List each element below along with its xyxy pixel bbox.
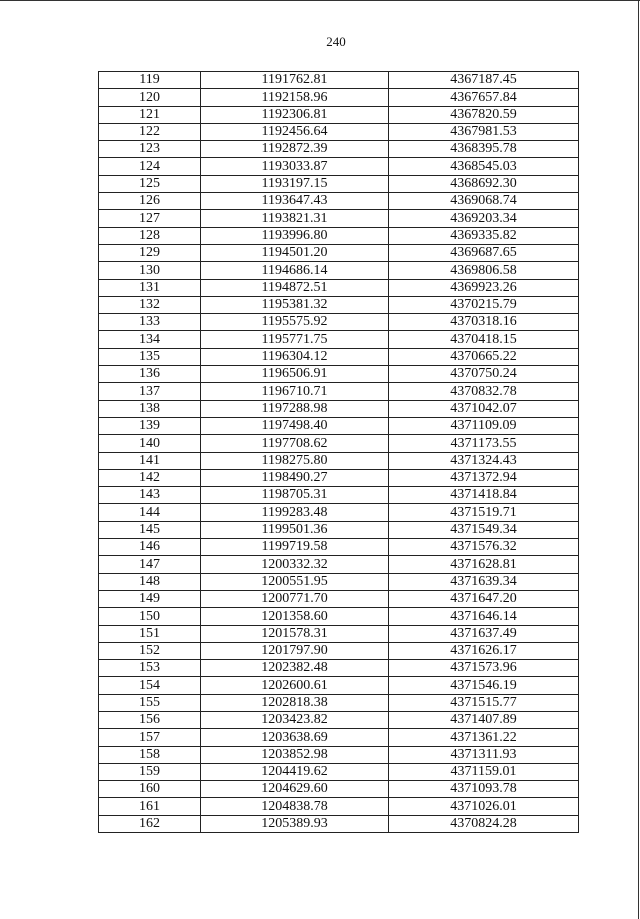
point-number-cell: 145 (99, 521, 201, 538)
y-coordinate-cell: 4369203.34 (389, 210, 579, 227)
point-number-cell: 133 (99, 314, 201, 331)
y-coordinate-cell: 4369335.82 (389, 227, 579, 244)
x-coordinate-cell: 1196710.71 (201, 383, 389, 400)
y-coordinate-cell: 4371646.14 (389, 608, 579, 625)
point-number-cell: 129 (99, 244, 201, 261)
y-coordinate-cell: 4367657.84 (389, 89, 579, 106)
x-coordinate-cell: 1198490.27 (201, 469, 389, 486)
point-number-cell: 161 (99, 798, 201, 815)
point-number-cell: 136 (99, 366, 201, 383)
x-coordinate-cell: 1202818.38 (201, 694, 389, 711)
y-coordinate-cell: 4371042.07 (389, 400, 579, 417)
point-number-cell: 121 (99, 106, 201, 123)
x-coordinate-cell: 1200771.70 (201, 590, 389, 607)
x-coordinate-cell: 1202382.48 (201, 660, 389, 677)
y-coordinate-cell: 4367820.59 (389, 106, 579, 123)
y-coordinate-cell: 4368545.03 (389, 158, 579, 175)
x-coordinate-cell: 1192158.96 (201, 89, 389, 106)
y-coordinate-cell: 4371628.81 (389, 556, 579, 573)
x-coordinate-cell: 1205389.93 (201, 815, 389, 832)
x-coordinate-cell: 1199283.48 (201, 504, 389, 521)
y-coordinate-cell: 4367981.53 (389, 123, 579, 140)
point-number-cell: 152 (99, 642, 201, 659)
x-coordinate-cell: 1193647.43 (201, 193, 389, 210)
x-coordinate-cell: 1201358.60 (201, 608, 389, 625)
table-row (99, 210, 579, 227)
point-number-cell: 131 (99, 279, 201, 296)
x-coordinate-cell: 1198705.31 (201, 487, 389, 504)
table-row (99, 556, 579, 573)
x-coordinate-cell: 1203423.82 (201, 711, 389, 728)
y-coordinate-cell: 4371576.32 (389, 539, 579, 556)
table-row (99, 193, 579, 210)
x-coordinate-cell: 1202600.61 (201, 677, 389, 694)
y-coordinate-cell: 4371159.01 (389, 763, 579, 780)
x-coordinate-cell: 1195381.32 (201, 296, 389, 313)
y-coordinate-cell: 4369068.74 (389, 193, 579, 210)
x-coordinate-cell: 1200551.95 (201, 573, 389, 590)
point-number-cell: 150 (99, 608, 201, 625)
point-number-cell: 143 (99, 487, 201, 504)
point-number-cell: 130 (99, 262, 201, 279)
table-row (99, 763, 579, 780)
y-coordinate-cell: 4371573.96 (389, 660, 579, 677)
table-row (99, 383, 579, 400)
x-coordinate-cell: 1199719.58 (201, 539, 389, 556)
table-row (99, 469, 579, 486)
x-coordinate-cell: 1192306.81 (201, 106, 389, 123)
page-number: 240 (326, 34, 346, 49)
point-number-cell: 149 (99, 590, 201, 607)
point-number-cell: 159 (99, 763, 201, 780)
table-row (99, 314, 579, 331)
point-number-cell: 126 (99, 193, 201, 210)
point-number-cell: 119 (99, 72, 201, 89)
point-number-cell: 137 (99, 383, 201, 400)
page-border-top (0, 0, 640, 1)
x-coordinate-cell: 1194501.20 (201, 244, 389, 261)
x-coordinate-cell: 1204629.60 (201, 781, 389, 798)
table-row (99, 729, 579, 746)
point-number-cell: 141 (99, 452, 201, 469)
x-coordinate-cell: 1198275.80 (201, 452, 389, 469)
x-coordinate-cell: 1193821.31 (201, 210, 389, 227)
point-number-cell: 148 (99, 573, 201, 590)
y-coordinate-cell: 4370824.28 (389, 815, 579, 832)
y-coordinate-cell: 4371515.77 (389, 694, 579, 711)
y-coordinate-cell: 4371637.49 (389, 625, 579, 642)
y-coordinate-cell: 4371361.22 (389, 729, 579, 746)
x-coordinate-cell: 1201578.31 (201, 625, 389, 642)
y-coordinate-cell: 4371026.01 (389, 798, 579, 815)
table-row (99, 435, 579, 452)
point-number-cell: 122 (99, 123, 201, 140)
point-number-cell: 147 (99, 556, 201, 573)
x-coordinate-cell: 1199501.36 (201, 521, 389, 538)
x-coordinate-cell: 1200332.32 (201, 556, 389, 573)
table-row (99, 227, 579, 244)
table-row (99, 487, 579, 504)
y-coordinate-cell: 4370215.79 (389, 296, 579, 313)
point-number-cell: 157 (99, 729, 201, 746)
y-coordinate-cell: 4371093.78 (389, 781, 579, 798)
table-row (99, 331, 579, 348)
point-number-cell: 154 (99, 677, 201, 694)
point-number-cell: 146 (99, 539, 201, 556)
x-coordinate-cell: 1203852.98 (201, 746, 389, 763)
table-row (99, 348, 579, 365)
table-row (99, 504, 579, 521)
table-row (99, 158, 579, 175)
y-coordinate-cell: 4370418.15 (389, 331, 579, 348)
table-row (99, 366, 579, 383)
table-row (99, 175, 579, 192)
y-coordinate-cell: 4367187.45 (389, 72, 579, 89)
table-row (99, 694, 579, 711)
table-row (99, 417, 579, 434)
y-coordinate-cell: 4370318.16 (389, 314, 579, 331)
point-number-cell: 153 (99, 660, 201, 677)
y-coordinate-cell: 4371311.93 (389, 746, 579, 763)
point-number-cell: 142 (99, 469, 201, 486)
table-row (99, 262, 579, 279)
y-coordinate-cell: 4371418.84 (389, 487, 579, 504)
x-coordinate-cell: 1204838.78 (201, 798, 389, 815)
point-number-cell: 160 (99, 781, 201, 798)
x-coordinate-cell: 1193033.87 (201, 158, 389, 175)
table-row (99, 244, 579, 261)
y-coordinate-cell: 4370665.22 (389, 348, 579, 365)
x-coordinate-cell: 1191762.81 (201, 72, 389, 89)
x-coordinate-cell: 1201797.90 (201, 642, 389, 659)
x-coordinate-cell: 1196506.91 (201, 366, 389, 383)
table-row (99, 608, 579, 625)
y-coordinate-cell: 4371519.71 (389, 504, 579, 521)
y-coordinate-cell: 4371647.20 (389, 590, 579, 607)
y-coordinate-cell: 4369806.58 (389, 262, 579, 279)
point-number-cell: 134 (99, 331, 201, 348)
table-row (99, 746, 579, 763)
table-row (99, 711, 579, 728)
x-coordinate-cell: 1197288.98 (201, 400, 389, 417)
y-coordinate-cell: 4370750.24 (389, 366, 579, 383)
table-row (99, 400, 579, 417)
table-row (99, 279, 579, 296)
table-row (99, 815, 579, 832)
y-coordinate-cell: 4371407.89 (389, 711, 579, 728)
y-coordinate-cell: 4371546.19 (389, 677, 579, 694)
x-coordinate-cell: 1193996.80 (201, 227, 389, 244)
x-coordinate-cell: 1203638.69 (201, 729, 389, 746)
x-coordinate-cell: 1194872.51 (201, 279, 389, 296)
table-row (99, 106, 579, 123)
table-row (99, 452, 579, 469)
y-coordinate-cell: 4368692.30 (389, 175, 579, 192)
x-coordinate-cell: 1197708.62 (201, 435, 389, 452)
table-row (99, 798, 579, 815)
table-row (99, 521, 579, 538)
table-row (99, 141, 579, 158)
table-row (99, 660, 579, 677)
point-number-cell: 127 (99, 210, 201, 227)
x-coordinate-cell: 1195771.75 (201, 331, 389, 348)
y-coordinate-cell: 4371626.17 (389, 642, 579, 659)
point-number-cell: 162 (99, 815, 201, 832)
x-coordinate-cell: 1195575.92 (201, 314, 389, 331)
point-number-cell: 132 (99, 296, 201, 313)
point-number-cell: 156 (99, 711, 201, 728)
point-number-cell: 128 (99, 227, 201, 244)
y-coordinate-cell: 4369923.26 (389, 279, 579, 296)
table-row (99, 123, 579, 140)
y-coordinate-cell: 4371173.55 (389, 435, 579, 452)
table-row (99, 642, 579, 659)
table-row (99, 296, 579, 313)
y-coordinate-cell: 4368395.78 (389, 141, 579, 158)
x-coordinate-cell: 1193197.15 (201, 175, 389, 192)
table-row (99, 781, 579, 798)
table-row (99, 72, 579, 89)
x-coordinate-cell: 1204419.62 (201, 763, 389, 780)
y-coordinate-cell: 4370832.78 (389, 383, 579, 400)
point-number-cell: 120 (99, 89, 201, 106)
y-coordinate-cell: 4371372.94 (389, 469, 579, 486)
table-row (99, 625, 579, 642)
point-number-cell: 124 (99, 158, 201, 175)
point-number-cell: 140 (99, 435, 201, 452)
x-coordinate-cell: 1194686.14 (201, 262, 389, 279)
y-coordinate-cell: 4371324.43 (389, 452, 579, 469)
table-row (99, 590, 579, 607)
coordinates-table (98, 71, 579, 833)
point-number-cell: 125 (99, 175, 201, 192)
x-coordinate-cell: 1192872.39 (201, 141, 389, 158)
table-row (99, 539, 579, 556)
coordinates-table-body (99, 72, 579, 833)
table-row (99, 89, 579, 106)
page-border-right (638, 0, 639, 919)
point-number-cell: 158 (99, 746, 201, 763)
y-coordinate-cell: 4369687.65 (389, 244, 579, 261)
x-coordinate-cell: 1197498.40 (201, 417, 389, 434)
point-number-cell: 138 (99, 400, 201, 417)
point-number-cell: 123 (99, 141, 201, 158)
y-coordinate-cell: 4371109.09 (389, 417, 579, 434)
point-number-cell: 155 (99, 694, 201, 711)
point-number-cell: 151 (99, 625, 201, 642)
point-number-cell: 135 (99, 348, 201, 365)
x-coordinate-cell: 1192456.64 (201, 123, 389, 140)
point-number-cell: 144 (99, 504, 201, 521)
point-number-cell: 139 (99, 417, 201, 434)
x-coordinate-cell: 1196304.12 (201, 348, 389, 365)
table-row (99, 573, 579, 590)
y-coordinate-cell: 4371549.34 (389, 521, 579, 538)
y-coordinate-cell: 4371639.34 (389, 573, 579, 590)
table-row (99, 677, 579, 694)
